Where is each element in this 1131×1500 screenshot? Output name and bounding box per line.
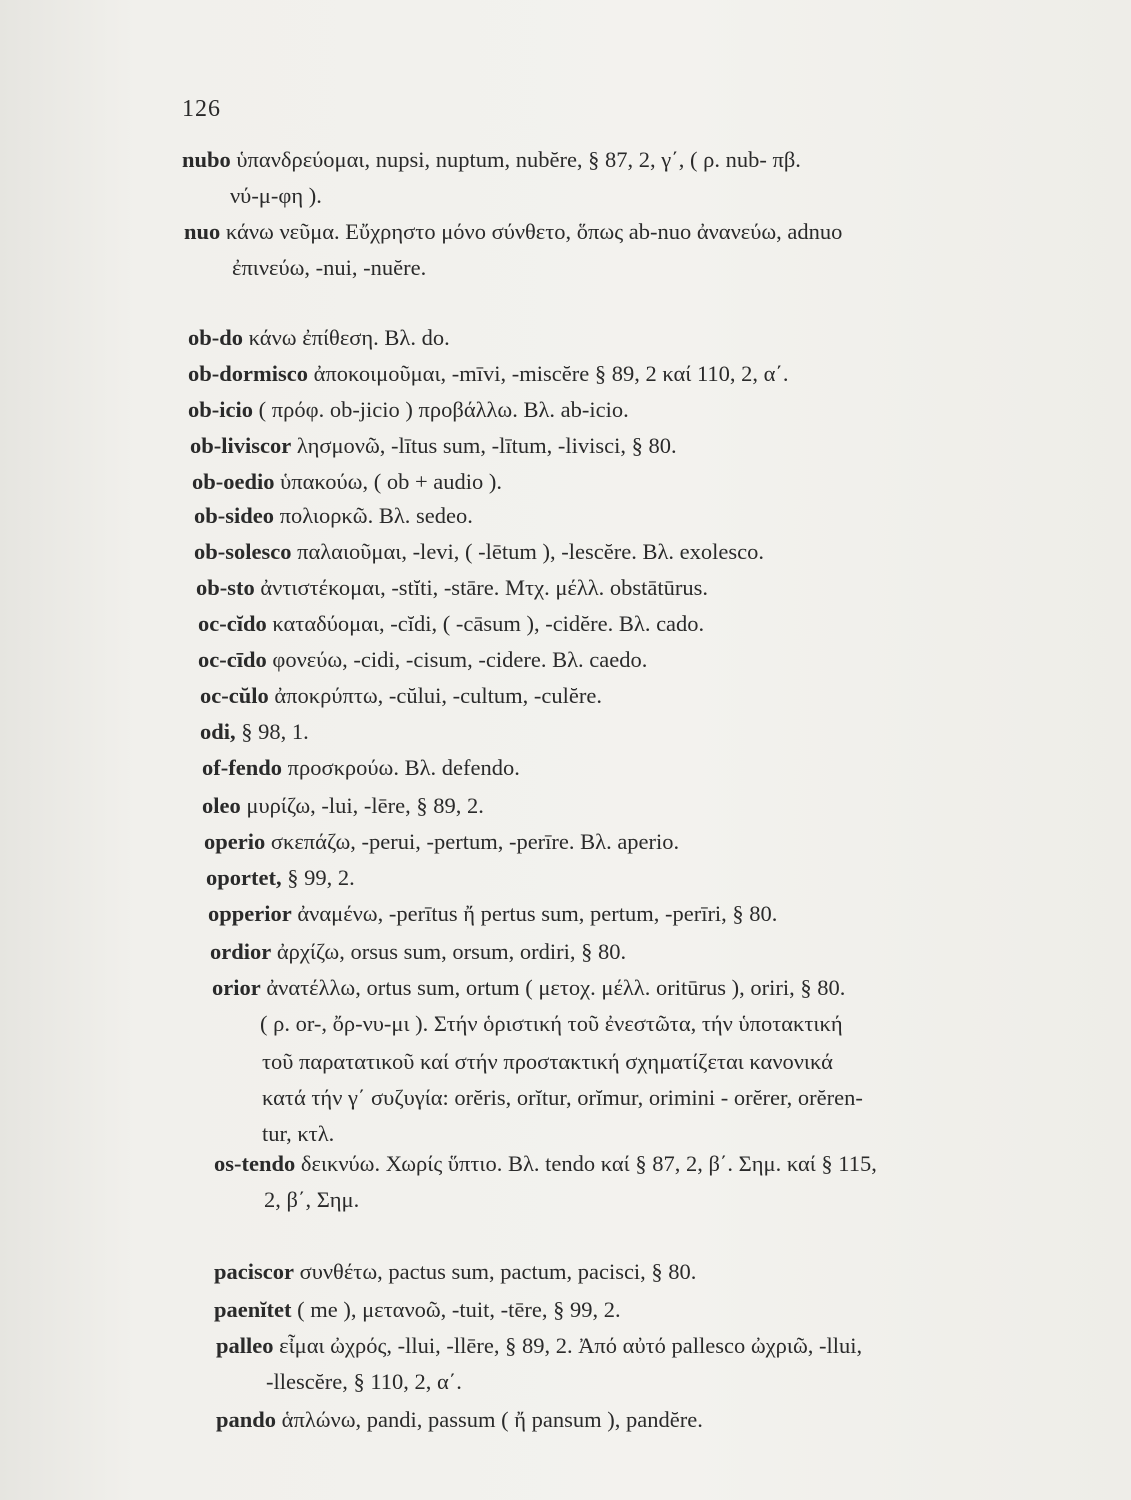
entry-text: tur, κτλ. <box>262 1121 335 1146</box>
dictionary-entry <box>200 715 309 749</box>
dictionary-entry <box>194 535 764 569</box>
entry-headword: oportet, <box>206 865 282 890</box>
entry-headword: oc-cīdo <box>198 647 267 672</box>
entry-text: ἁπλώνω, pandi, passum ( ἤ pansum ), pandĕre. <box>276 1407 703 1432</box>
entry-headword: palleo <box>216 1333 274 1358</box>
entry-text: πολιορκῶ. Βλ. sedeo. <box>274 503 473 528</box>
dictionary-entry <box>214 1255 696 1289</box>
entry-headword: oc-cĭdo <box>198 611 267 636</box>
entry-text: προσκρούω. Βλ. defendo. <box>282 755 520 780</box>
dictionary-entry <box>208 897 777 931</box>
entry-text: δεικνύω. Χωρίς ὕπτιο. Βλ. tendo καί § 87, 2, β΄. Σημ. καί § 115, <box>295 1151 877 1176</box>
entry-headword: paenĭtet <box>214 1297 292 1322</box>
entry-text: ὑπακούω, ( ob + audio ). <box>274 469 503 494</box>
entry-headword: ob-dormisco <box>188 361 308 386</box>
dictionary-entry <box>202 789 484 823</box>
dictionary-entry <box>204 825 679 859</box>
entry-text: λησμονῶ, -lītus sum, -lītum, -livisci, § 80. <box>291 433 677 458</box>
dictionary-entry <box>212 971 845 1005</box>
entry-text: § 99, 2. <box>281 865 355 890</box>
entry-headword: ob-solesco <box>194 539 292 564</box>
dictionary-entry <box>198 607 704 641</box>
entry-text: κάνω ἐπίθεση. Βλ. do. <box>243 325 450 350</box>
dictionary-entry <box>182 143 801 177</box>
entry-headword: ob-sideo <box>194 503 275 528</box>
entry-headword: odi, <box>200 719 236 744</box>
dictionary-entry <box>216 1403 703 1437</box>
dictionary-entry <box>188 321 450 355</box>
entry-headword: paciscor <box>214 1259 294 1284</box>
entry-text: 2, β΄, Σημ. <box>264 1187 360 1212</box>
dictionary-entry <box>198 643 647 677</box>
entry-text: ὑπανδρεύομαι, nupsi, nuptum, nubĕre, § 87, 2, γ΄, ( ρ. nub- πβ. <box>230 147 801 172</box>
entry-text: ἀρχίζω, orsus sum, orsum, ordiri, § 80. <box>271 939 627 964</box>
entry-headword: ob-oedio <box>192 469 275 494</box>
dictionary-entry <box>206 861 355 895</box>
entry-text: ( me ), μετανοῶ, -tuit, -tēre, § 99, 2. <box>291 1297 621 1322</box>
entry-headword: pando <box>216 1407 277 1432</box>
entry-headword: ob-do <box>188 325 244 350</box>
entry-headword: ob-sto <box>196 575 255 600</box>
entry-text: κάνω νεῦμα. Εὔχρηστο μόνο σύνθετο, ὅπως ab-nuo ἀνανεύω, adnuo <box>220 219 843 244</box>
dictionary-entry <box>188 393 629 427</box>
entry-headword: nuo <box>184 219 221 244</box>
entry-headword: oleo <box>202 793 241 818</box>
entry-headword: oc-cŭlo <box>200 683 269 708</box>
dictionary-entry <box>194 499 473 533</box>
dictionary-entry <box>184 215 842 249</box>
dictionary-entry <box>190 429 677 463</box>
entry-continuation <box>260 1007 843 1041</box>
entry-text: κατά τήν γ΄ συζυγία: orĕris, orĭtur, orĭmur, orimini - orĕrer, orĕren- <box>262 1085 863 1110</box>
entry-text: ( πρόφ. ob-jicio ) προβάλλω. Βλ. ab-icio. <box>253 397 629 422</box>
entry-text: ἀνατέλλω, ortus sum, ortum ( μετοχ. μέλλ. oritūrus ), oriri, § 80. <box>260 975 846 1000</box>
entry-text: σκεπάζω, -perui, -pertum, -perīre. Βλ. aperio. <box>265 829 680 854</box>
entry-continuation <box>266 1365 462 1399</box>
entry-text: καταδύομαι, -cĭdi, ( -cāsum ), -cidĕre. Βλ. cado. <box>266 611 705 636</box>
entry-text: νύ-μ-φη ). <box>230 183 322 208</box>
entry-text: -llescĕre, § 110, 2, α΄. <box>266 1369 462 1394</box>
entry-headword: ob-liviscor <box>190 433 292 458</box>
entry-text: ἀντιστέκομαι, -stĭti, -stāre. Μτχ. μέλλ. obstātūrus. <box>254 575 709 600</box>
entry-continuation <box>262 1081 863 1115</box>
entry-text: § 98, 1. <box>235 719 309 744</box>
entry-text: παλαιοῦμαι, -levi, ( -lētum ), -lescĕre. Βλ. exolesco. <box>291 539 764 564</box>
entry-headword: os-tendo <box>214 1151 296 1176</box>
entry-headword: ob-icio <box>188 397 253 422</box>
entry-text: ( ρ. or-, ὄρ-νυ-μι ). Στήν ὁριστική τοῦ ἐνεστῶτα, τήν ὑποτακτική <box>260 1011 843 1036</box>
dictionary-entry <box>214 1147 877 1181</box>
entry-headword: ordior <box>210 939 272 964</box>
dictionary-entry <box>210 935 626 969</box>
entry-continuation <box>262 1045 833 1079</box>
entry-continuation <box>262 1117 334 1151</box>
entry-headword: orior <box>212 975 261 1000</box>
entry-text: εἶμαι ὠχρός, -llui, -llēre, § 89, 2. Ἀπό αὐτό pallesco ὠχριῶ, -llui, <box>273 1333 863 1358</box>
dictionary-entry <box>214 1293 621 1327</box>
dictionary-entry <box>200 679 602 713</box>
entry-continuation <box>264 1183 359 1217</box>
entry-headword: opperior <box>208 901 292 926</box>
entry-text: ἀναμένω, -perītus ἤ pertus sum, pertum, -perīri, § 80. <box>291 901 778 926</box>
entry-text: ἀποκρύπτω, -cŭlui, -cultum, -culĕre. <box>268 683 602 708</box>
entry-text: μυρίζω, -lui, -lēre, § 89, 2. <box>240 793 484 818</box>
dictionary-entry <box>192 465 502 499</box>
entry-headword: operio <box>204 829 266 854</box>
entry-text: συνθέτω, pactus sum, pactum, pacisci, § 80. <box>293 1259 697 1284</box>
entry-continuation <box>232 251 426 285</box>
entry-headword: nubo <box>182 147 231 172</box>
dictionary-entry <box>202 751 520 785</box>
entry-text: φονεύω, -cidi, -cisum, -cidere. Βλ. caedo. <box>266 647 648 672</box>
entry-text: τοῦ παρατατικοῦ καί στήν προστακτική σχηματίζεται κανονικά <box>262 1049 833 1074</box>
entry-text: ἀποκοιμοῦμαι, -mīvi, -miscĕre § 89, 2 καί 110, 2, α΄. <box>308 361 789 386</box>
entry-headword: of-fendo <box>202 755 282 780</box>
dictionary-entry <box>196 571 708 605</box>
dictionary-entry <box>188 357 789 391</box>
page-number: 126 <box>182 96 221 122</box>
entry-text: ἐπινεύω, -nui, -nuĕre. <box>232 255 427 280</box>
dictionary-entry <box>216 1329 862 1363</box>
entry-continuation <box>230 179 322 213</box>
